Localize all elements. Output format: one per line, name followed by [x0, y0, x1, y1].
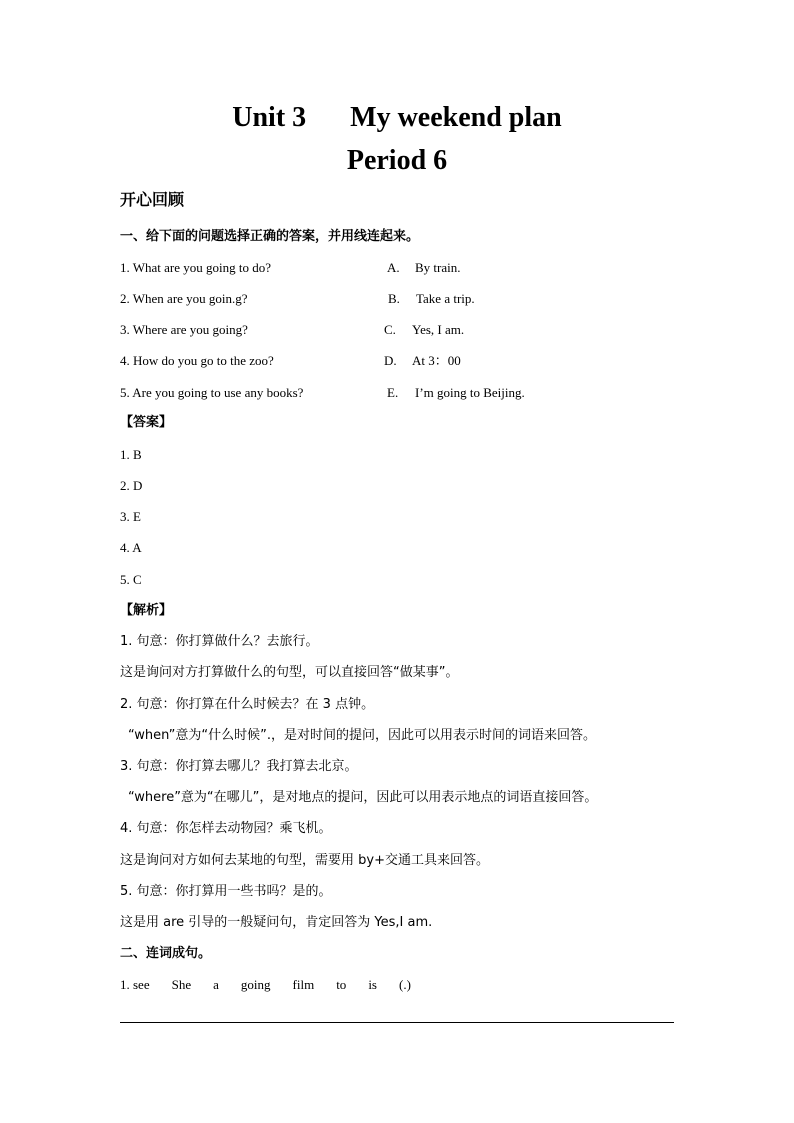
word: to [336, 977, 347, 992]
option-c: C. Yes, I am. [384, 322, 465, 337]
analysis-line-9: 5. 句意：你打算用一些书吗？是的。 [120, 884, 332, 899]
analysis-line-7: 4. 句意：你怎样去动物园？乘飞机。 [120, 821, 332, 836]
question-4: 4. How do you go to the zoo? [120, 353, 274, 368]
unit-title [0, 100, 794, 136]
word: film [292, 977, 315, 992]
option-a: A. By train. [387, 260, 461, 275]
answer-2: 2. D [120, 478, 143, 493]
analysis-line-6: “where”意为“在哪儿”，是对地点的提问，因此可以用表示地点的词语直接回答。 [128, 790, 598, 805]
question-3: 3. Where are you going? [120, 322, 248, 337]
answer-label: 【答案】 [120, 415, 173, 430]
word: a [213, 977, 219, 992]
word: going [240, 977, 271, 992]
word: (.) [398, 977, 411, 992]
option-b: B. Take a trip. [388, 291, 475, 306]
analysis-line-8: 这是询问对方如何去某地的句型，需要用 by+交通工具来回答。 [120, 853, 489, 868]
analysis-label: 【解析】 [120, 603, 173, 618]
section-review-heading: 开心回顾 [120, 190, 185, 209]
word: She [171, 977, 192, 992]
analysis-line-10: 这是用 are 引导的一般疑问句，肯定回答为 Yes,I am. [120, 915, 433, 930]
option-d: D. At 3：00 [384, 353, 461, 368]
question-2: 2. When are you goin.g? [120, 291, 248, 306]
answer-1: 1. B [120, 447, 142, 462]
answer-5: 5. C [120, 572, 142, 587]
unit-label: Unit 3 [232, 102, 307, 133]
analysis-line-4: “when”意为“什么时候”.，是对时间的提问，因此可以用表示时间的词语来回答。 [128, 728, 597, 743]
analysis-line-1: 1. 句意：你打算做什么？去旅行。 [120, 634, 319, 649]
question-5: 5. Are you going to use any books? [120, 385, 304, 400]
analysis-line-3: 2. 句意：你打算在什么时候去？在 3 点钟。 [120, 697, 375, 712]
answer-3: 3. E [120, 509, 141, 524]
question-1: 1. What are you going to do? [120, 260, 272, 275]
unit-topic: My weekend plan [350, 102, 562, 133]
footer-rule [120, 1022, 674, 1023]
word: 1. see [120, 977, 150, 992]
answer-4: 4. A [120, 540, 142, 555]
part2-heading: 二、连词成句。 [120, 946, 212, 961]
analysis-line-2: 这是询问对方打算做什么的句型，可以直接回答“做某事”。 [120, 665, 459, 680]
period-title: Period 6 [346, 145, 448, 176]
part1-heading: 一、给下面的问题选择正确的答案，并用线连起来。 [120, 229, 420, 244]
word: is [368, 977, 377, 992]
analysis-line-5: 3. 句意：你打算去哪儿？我打算去北京。 [120, 759, 358, 774]
option-e: E. I’m going to Beijing. [387, 385, 525, 400]
part2-item-1 [120, 975, 433, 995]
